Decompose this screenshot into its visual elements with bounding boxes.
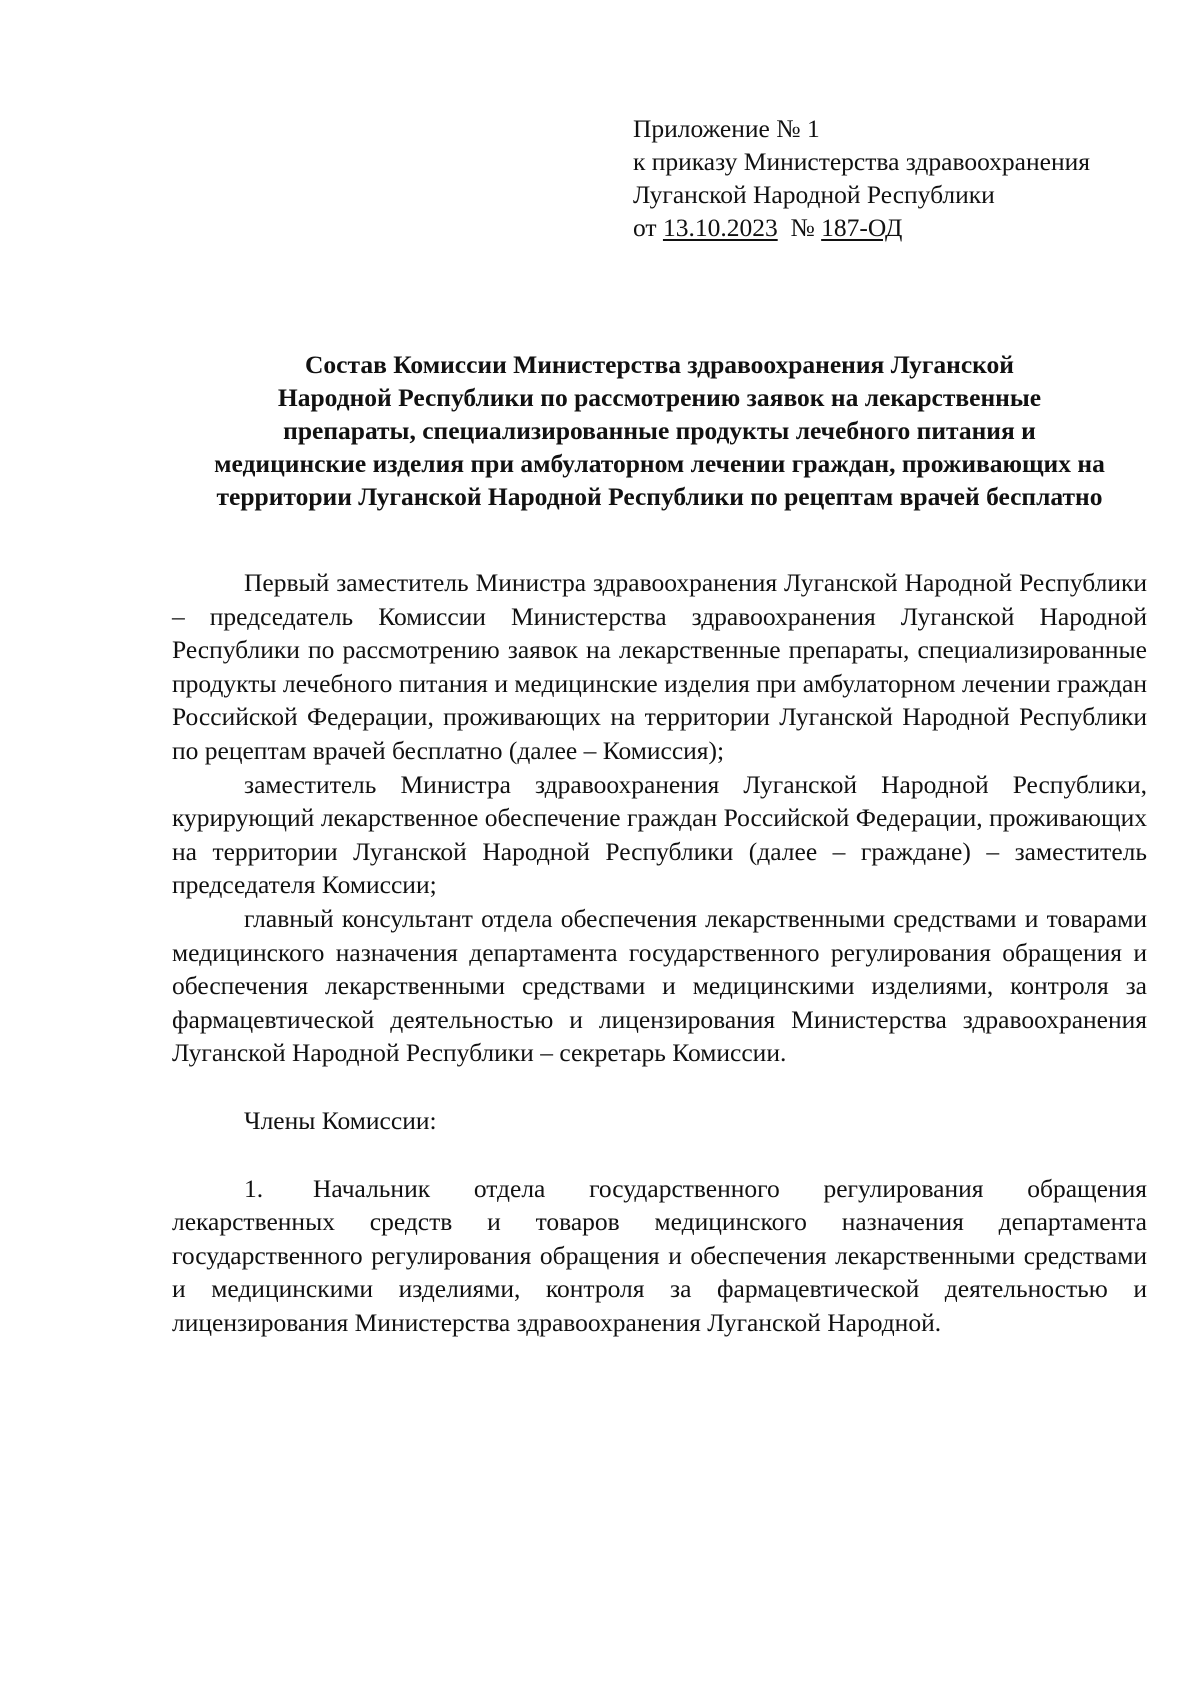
title-line: препараты, специализированные продукты лечебного питания и: [283, 416, 1036, 445]
member-item-text: Начальник отдела государственного регулирования обращения лекарственных средств и товаров медицинского назначения департамента государственного регулирования обращения и обеспечения лекарственными средствами и медицинскими изделиями, контроля за фармацевтической деятельностью и лицензирования Министерства здравоохранения Луганской Народной.: [172, 1173, 1147, 1337]
member-item-number: 1.: [244, 1173, 264, 1203]
chairman-paragraph: Первый заместитель Министра здравоохранения Луганской Народной Республики – председатель Комиссии Министерства здравоохранения Луганской Народной Республики по рассмотрению заявок на лекарственные препараты, специализированные продукты лечебного питания и медицинские изделия при амбулаторном лечении граждан Российской Федерации, проживающих на территории Луганской Народной Республики по рецептам врачей бесплатно (далее – Комиссия);: [172, 568, 1147, 765]
deputy-chairman-paragraph: заместитель Министра здравоохранения Луганской Народной Республики, курирующий лекарственное обеспечение граждан Российской Федерации, проживающих на территории Луганской Народной Республики (далее – граждане) – заместитель председателя Комиссии;: [172, 769, 1147, 900]
member-item: [172, 1172, 1147, 1340]
annex-number: 187-ОД: [821, 213, 903, 242]
members-heading: Члены Комиссии:: [244, 1105, 437, 1135]
secretary-paragraph: главный консультант отдела обеспечения лекарственными средствами и товарами медицинского назначения департамента государственного регулирования обращения и обеспечения лекарственными средствами и медицинскими изделиями, контроля за фармацевтической деятельностью и лицензирования Министерства здравоохранения Луганской Народной Республики – секретарь Комиссии.: [172, 903, 1147, 1068]
document-body: [172, 566, 1147, 1339]
title-line: Состав Комиссии Министерства здравоохранения Луганской: [305, 350, 1014, 379]
annex-order-ref: к приказу Министерства здравоохранения: [633, 147, 1090, 176]
document-title: [172, 348, 1147, 513]
annex-date-line: [633, 211, 1153, 244]
annex-date: 13.10.2023: [662, 213, 778, 242]
annex-title: Приложение № 1: [633, 114, 820, 143]
annex-block: [633, 112, 1153, 244]
annex-number-prefix: №: [777, 213, 822, 242]
title-line: территории Луганской Народной Республики по рецептам врачей бесплатно: [216, 482, 1103, 511]
annex-republic: Луганской Народной Республики: [633, 180, 995, 209]
title-line: Народной Республики по рассмотрению заявок на лекарственные: [277, 383, 1042, 412]
annex-date-prefix: от: [633, 213, 663, 242]
title-line: медицинские изделия при амбулаторном лечении граждан, проживающих на: [214, 449, 1105, 478]
